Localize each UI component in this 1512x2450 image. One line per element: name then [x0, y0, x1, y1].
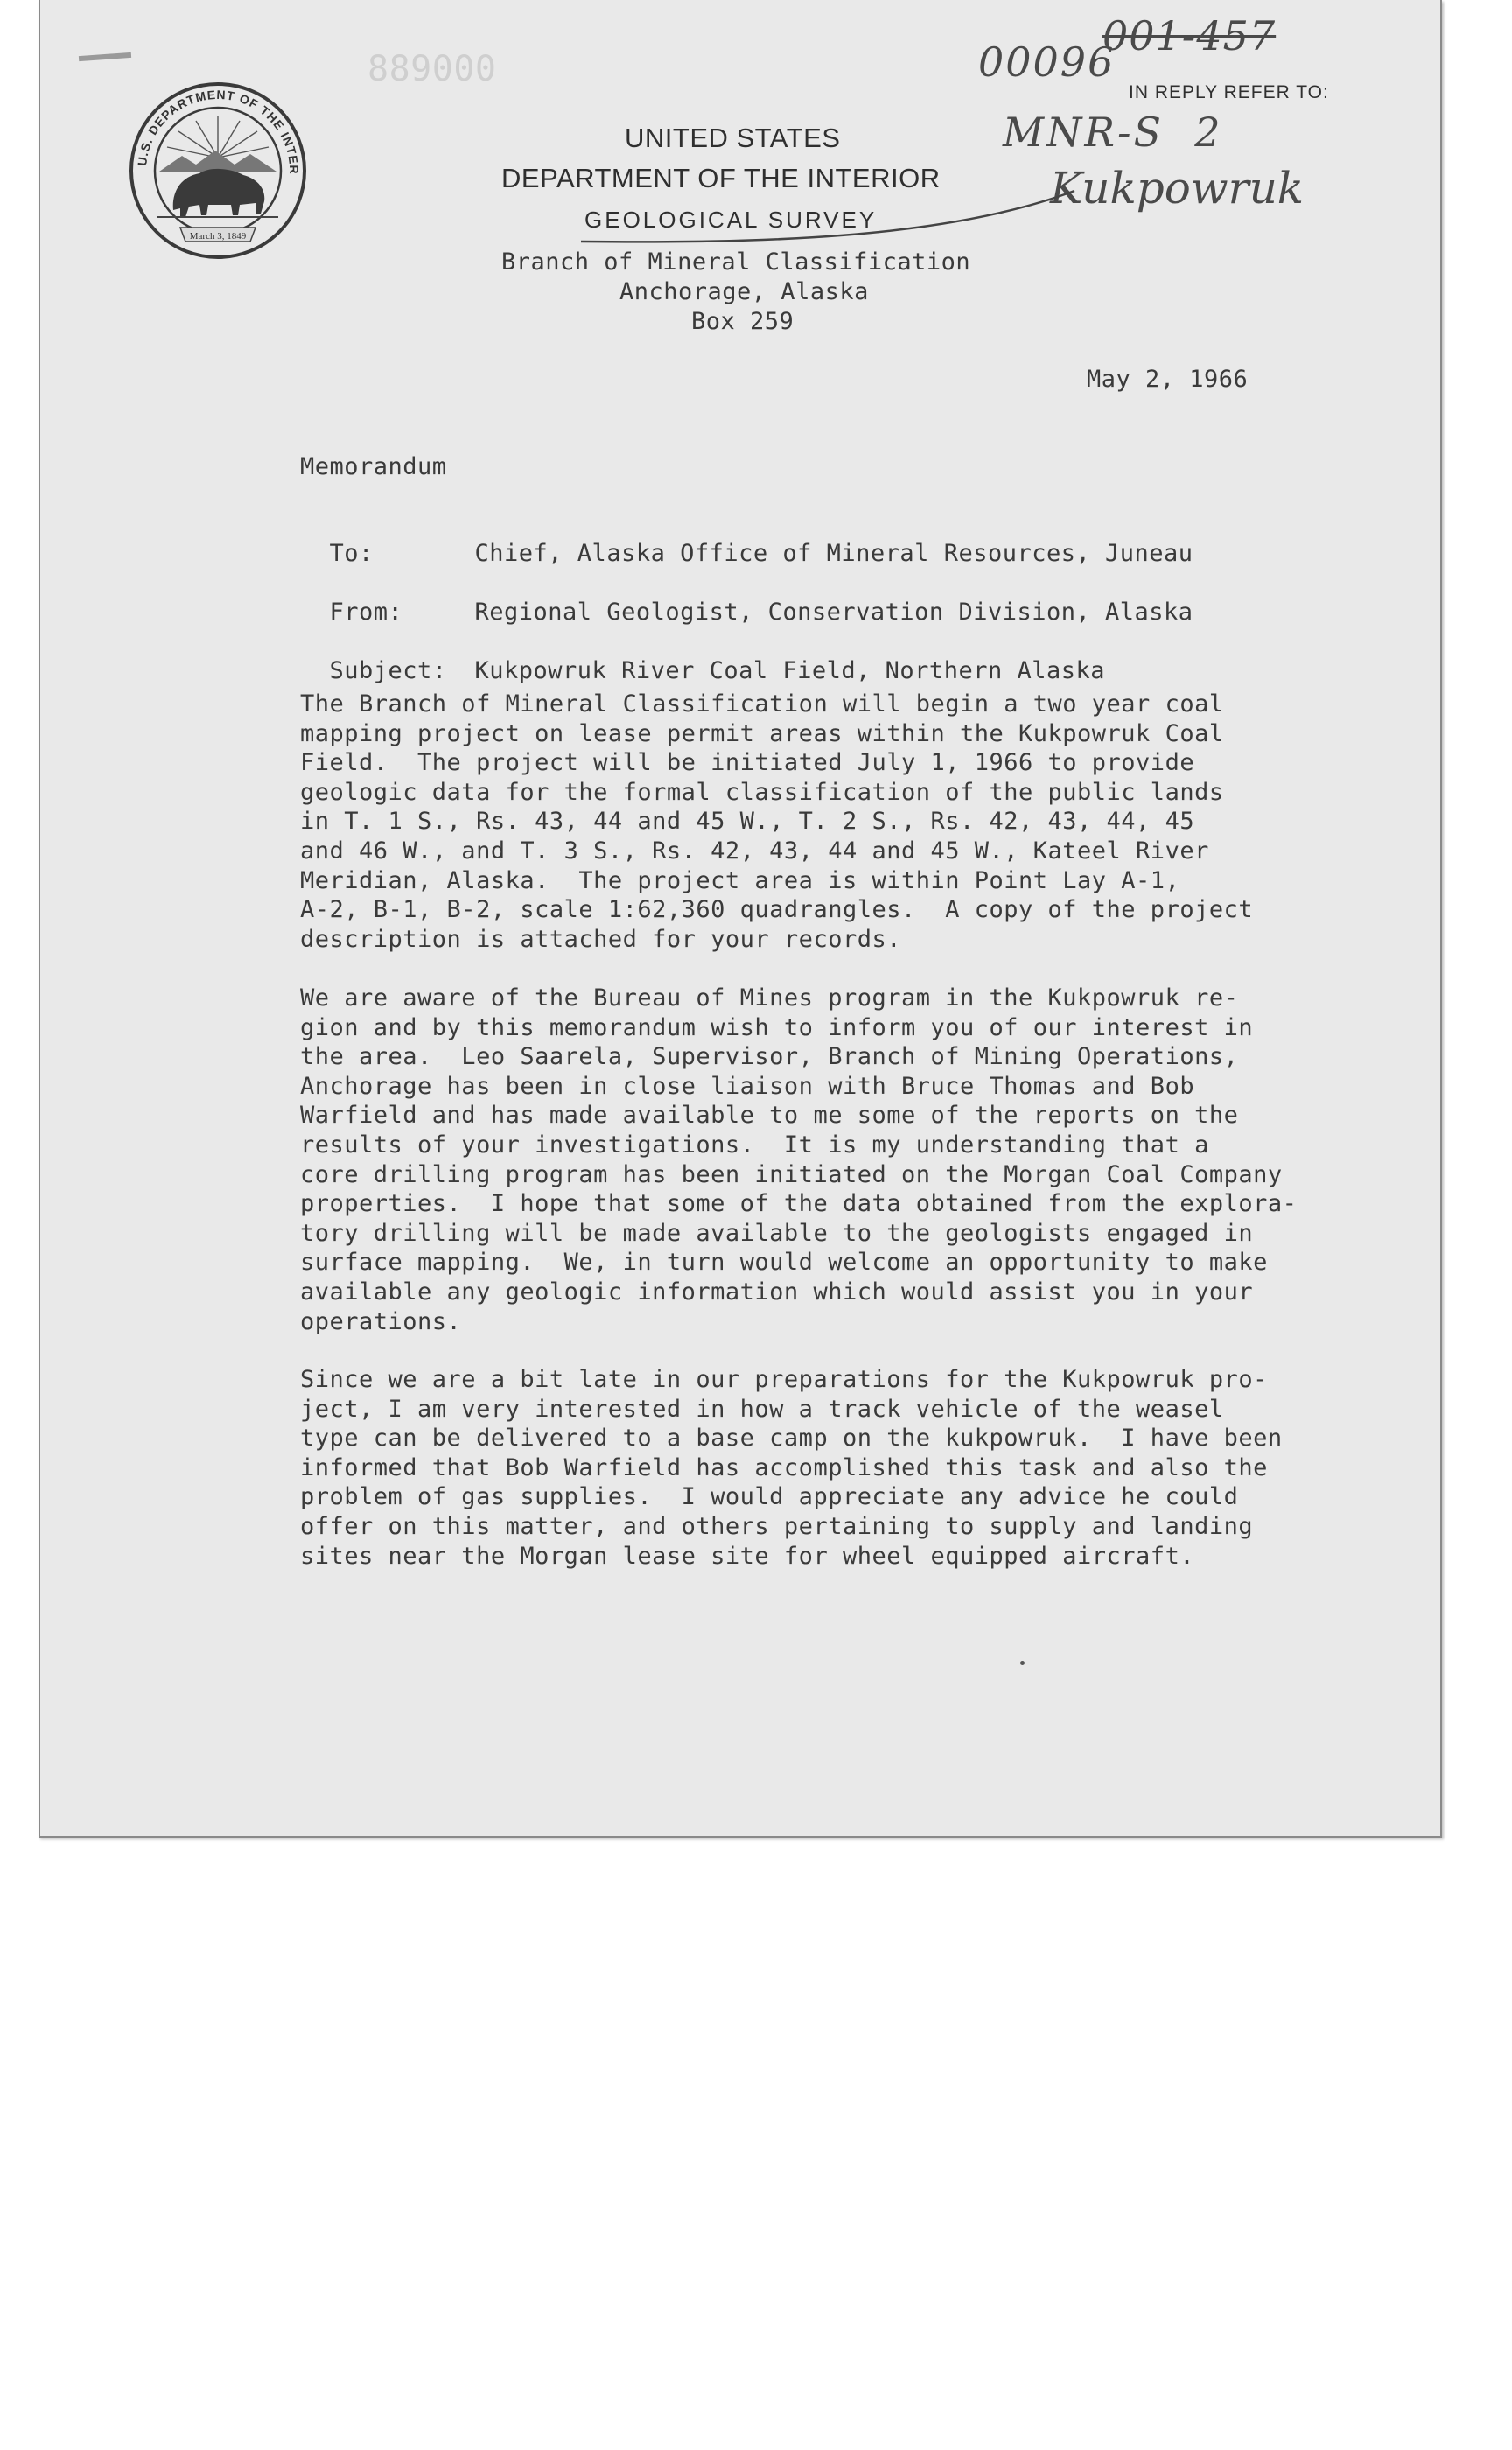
memo-type: Memorandum	[300, 453, 447, 480]
body-line: in T. 1 S., Rs. 43, 44 and 45 W., T. 2 S., Rs. 42, 43, 44, 45	[300, 808, 1195, 836]
to-label: To:	[329, 540, 374, 567]
body-line: gion and by this memorandum wish to inform you of our interest in	[300, 1013, 1254, 1041]
body-paragraph-3	[300, 1365, 1283, 1571]
subject-text: Kukpowruk River Coal Field, Northern Alaska	[474, 657, 1105, 684]
body-line: the area. Leo Saarela, Supervisor, Branch of Mining Operations,	[300, 1043, 1239, 1071]
seal-icon	[128, 80, 308, 261]
body-line: problem of gas supplies. I would appreciate any advice he could	[300, 1483, 1239, 1511]
memo-to-row	[300, 513, 1194, 567]
body-line: operations.	[300, 1307, 462, 1335]
department-name: DEPARTMENT OF THE INTERIOR	[501, 163, 941, 193]
seal-top-text: U.S. DEPARTMENT OF THE INTER	[135, 87, 302, 175]
body-line: description is attached for your records.	[300, 925, 901, 953]
from-label: From:	[329, 598, 403, 626]
struck-number: 001-457	[1102, 12, 1277, 60]
handwritten-underline	[578, 186, 1085, 247]
scan-speck	[1020, 1661, 1025, 1665]
reference-name: Kukpowruk	[1050, 163, 1305, 214]
body-line: informed that Bob Warfield has accomplished this task and also the	[300, 1453, 1268, 1481]
reference-code: MNR-S 2	[1003, 108, 1223, 156]
body-line: mapping project on lease permit areas within the Kukpowruk Coal	[300, 719, 1224, 747]
from-sender: Regional Geologist, Conservation Division, Alaska	[474, 598, 1194, 626]
file-number: 00096	[978, 38, 1116, 86]
department-seal	[128, 80, 308, 261]
body-line: type can be delivered to a base camp on the kukpowruk. I have been	[300, 1424, 1283, 1452]
reply-refer-label: IN REPLY REFER TO:	[1129, 82, 1329, 102]
subject-label: Subject:	[329, 657, 447, 684]
body-line: and 46 W., and T. 3 S., Rs. 42, 43, 44 and 45 W., Kateel River	[300, 836, 1209, 864]
body-line: Since we are a bit late in our preparations for the Kukpowruk pro-	[300, 1366, 1268, 1393]
to-recipient: Chief, Alaska Office of Mineral Resources, Juneau	[474, 540, 1194, 567]
body-line: A-2, B-1, B-2, scale 1:62,360 quadrangles. A copy of the project	[300, 896, 1254, 924]
body-line: Warfield and has made available to me some of the reports on the	[300, 1102, 1239, 1130]
body-line: ject, I am very interested in how a track vehicle of the weasel	[300, 1395, 1224, 1423]
org-name: UNITED STATES	[625, 122, 841, 153]
memo-date: May 2, 1966	[1087, 366, 1249, 393]
body-line: Field. The project will be initiated July 1, 1966 to provide	[300, 749, 1195, 777]
body-line: geologic data for the formal classification of the public lands	[300, 778, 1224, 806]
body-line: core drilling program has been initiated on the Morgan Coal Company	[300, 1160, 1283, 1188]
body-line: properties. I hope that some of the data obtained from the explora-	[300, 1190, 1298, 1218]
body-line: available any geologic information which would assist you in your	[300, 1278, 1254, 1306]
body-line: We are aware of the Bureau of Mines program in the Kukpowruk re-	[300, 984, 1239, 1012]
body-line: sites near the Morgan lease site for wheel equipped aircraft.	[300, 1542, 1195, 1570]
body-line: tory drilling will be made available to the geologists engaged in	[300, 1219, 1254, 1247]
body-paragraph-2	[300, 984, 1297, 1336]
body-line: offer on this matter, and others pertaining to supply and landing	[300, 1512, 1254, 1540]
bureau-name: GEOLOGICAL SURVEY	[584, 206, 878, 233]
body-line: surface mapping. We, in turn would welcome an opportunity to make	[300, 1249, 1268, 1277]
branch-name: Branch of Mineral Classification	[501, 248, 971, 276]
body-line: Anchorage has been in close liaison with Bruce Thomas and Bob	[300, 1072, 1195, 1100]
memo-subject-row	[300, 630, 1105, 684]
body-line: Meridian, Alaska. The project area is within Point Lay A-1,	[300, 866, 1180, 894]
seal-date-text: March 3, 1849	[189, 231, 247, 242]
body-line: The Branch of Mineral Classification will begin a two year coal	[300, 690, 1224, 718]
body-line: results of your investigations. It is my understanding that a	[300, 1130, 1209, 1158]
body-paragraph-1	[300, 690, 1253, 954]
memo-from-row	[300, 571, 1194, 626]
city-name: Anchorage, Alaska	[620, 278, 869, 305]
box-number: Box 259	[691, 308, 794, 335]
faint-bleed-number: 889000	[368, 49, 497, 89]
